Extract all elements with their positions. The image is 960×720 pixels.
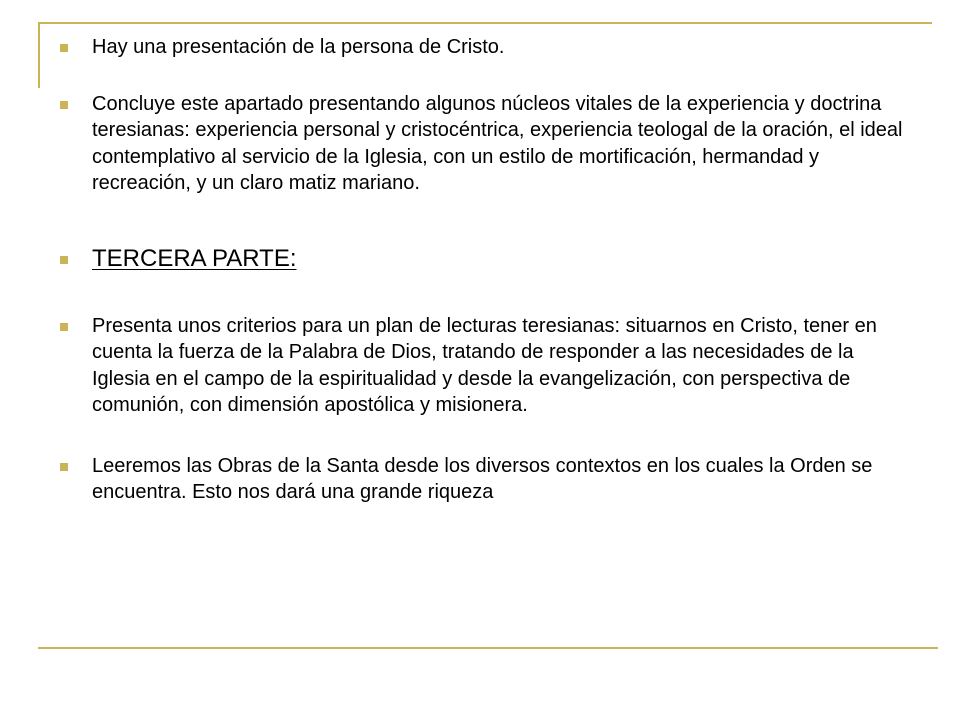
bullet-text: Presenta unos criterios para un plan de lecturas teresianas: situarnos en Cristo, tener en cuenta la fuerza de la Palabra de Dios, tratando de responder a las necesidades de la Iglesia en el campo de la espiritualidad y desde la evangelización, con perspectiva de comunión, con dimensión apostólica y misionera.	[92, 314, 877, 416]
bullet-list	[56, 34, 906, 506]
square-bullet-icon	[60, 101, 68, 109]
section-heading: TERCERA PARTE:	[92, 244, 297, 272]
bullet-item-2	[56, 91, 906, 197]
bottom-rule	[38, 647, 938, 649]
square-bullet-icon	[60, 463, 68, 471]
bullet-item-5	[56, 453, 906, 506]
section-heading-item	[56, 245, 906, 273]
bullet-item-4	[56, 313, 906, 419]
bullet-item-1	[56, 34, 906, 61]
square-bullet-icon	[60, 256, 68, 264]
bullet-text: Leeremos las Obras de la Santa desde los diversos contextos en los cuales la Orden se encuentra. Esto nos dará una grande riqueza	[92, 454, 873, 503]
left-rule	[38, 22, 40, 88]
top-rule	[38, 22, 932, 24]
square-bullet-icon	[60, 323, 68, 331]
bullet-text: Concluye este apartado presentando algunos núcleos vitales de la experiencia y doctrina teresianas: experiencia personal y cristocéntrica, experiencia teologal de la oración, el ideal contemplativo al servicio de la Iglesia, con un estilo de mortificación, hermandad y recreación, y un claro matiz mariano.	[92, 92, 903, 194]
bullet-text: Hay una presentación de la persona de Cristo.	[92, 36, 505, 58]
square-bullet-icon	[60, 44, 68, 52]
